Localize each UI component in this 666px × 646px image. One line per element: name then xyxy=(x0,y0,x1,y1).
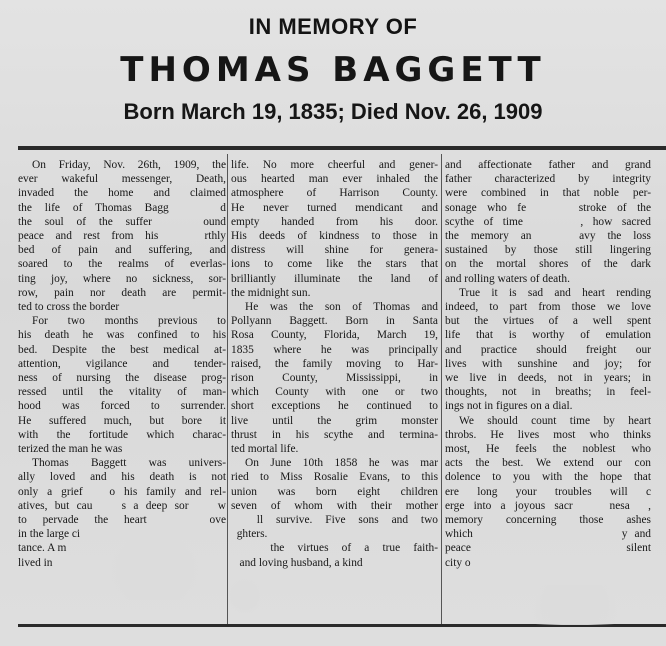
article-line: sonage who fe stroke of the xyxy=(445,201,651,214)
article-line: ness of nursing the disease prog- xyxy=(18,372,226,385)
article-line: the life of Thomas Bagg d xyxy=(18,201,226,214)
article-line: only a grief o his family and rel- xyxy=(18,485,226,498)
article-line: True it is sad and heart rending xyxy=(459,286,651,299)
article-line: row, pain nor death are permit- xyxy=(18,286,226,299)
life-dates: Born March 19, 1835; Died Nov. 26, 1909 xyxy=(123,99,543,124)
article-line: and affectionate father and grand xyxy=(445,159,651,171)
article-line: life that is worthy of emulation xyxy=(445,329,651,342)
article-line: sustained by those still lingering xyxy=(445,244,651,257)
article-line: seven of whom with their mother xyxy=(231,499,438,512)
article-line: empty handed from his door. xyxy=(231,215,438,228)
decedent-name: THOMAS BAGGETT xyxy=(120,50,546,90)
article-line: in the large ci xyxy=(18,528,81,541)
article-line: For two months previous to xyxy=(32,315,226,328)
article-line: atives, but cau s a deep sor w xyxy=(18,499,226,512)
article-line: peace silent xyxy=(445,542,651,555)
top-rule xyxy=(18,146,666,150)
memorial-heading: IN MEMORY OF xyxy=(248,14,418,39)
article-line: the memory an avy the loss xyxy=(445,230,651,243)
article-line: but the virtues of a well spent xyxy=(445,315,651,328)
article-line: ghters. xyxy=(231,528,268,541)
article-line: and loving husband, a kind xyxy=(231,556,363,569)
article-column-3 xyxy=(445,158,651,624)
article-line: bed of pain and suffering, and xyxy=(18,244,226,257)
article-line: Rosa County, Florida, March 19, xyxy=(231,329,438,342)
article-line: throbs. He lives most who thinks xyxy=(445,428,651,441)
article-line: hood was forced to surrender. xyxy=(18,400,226,413)
faded-area xyxy=(95,540,215,600)
article-line: union was born eight children xyxy=(231,485,438,498)
article-line: were combined in that noble per- xyxy=(445,187,651,200)
article-line: to pervade the heart ove xyxy=(18,514,226,527)
article-line: Pollyann Baggett. Born in Santa xyxy=(231,315,438,328)
article-line: ted to cross the border xyxy=(18,301,120,314)
article-line: soared to the realms of everlas- xyxy=(18,258,226,271)
article-line: rison County, Mississippi, in xyxy=(231,372,438,385)
article-line: He was the son of Thomas and xyxy=(245,301,438,314)
article-line: ever wakeful messenger, Death, xyxy=(18,173,226,186)
article-line: we live in deeds, not in years; in xyxy=(445,372,651,385)
article-line: brilliantly illuminate the land of xyxy=(231,272,438,285)
article-line: lived in xyxy=(18,556,53,569)
article-line: ions to come like the stars that xyxy=(231,258,438,271)
article-line: dolence to you with the hope that xyxy=(445,471,651,484)
article-line: which County with one or two xyxy=(231,386,438,399)
article-line: 1835 where he was principally xyxy=(231,343,438,356)
article-line: ting joy, where no sickness, sor- xyxy=(18,272,226,285)
article-line: the virtues of a true faith- xyxy=(231,542,438,555)
article-line: He never turned mendicant and xyxy=(231,201,438,214)
article-line: memory concerning those ashes xyxy=(445,514,651,527)
article-line: ally loved and his death is not xyxy=(18,471,226,484)
article-line: invaded the home and claimed xyxy=(18,187,226,200)
article-line: acts the best. We extend our con xyxy=(445,457,651,470)
article-line: the soul of the suffer ound xyxy=(18,215,226,228)
article-line: distress will shine for genera- xyxy=(231,244,438,257)
article-line: thrust in his scythe and termina- xyxy=(231,428,438,441)
article-line: erge into a joyous sacr nesa , xyxy=(445,499,651,512)
article-line: tance. A m xyxy=(18,542,67,555)
article-line: On June 10th 1858 he was mar xyxy=(245,457,438,470)
article-line: on the mortal shores of the dark xyxy=(445,258,651,271)
article-line: scythe of time , how sacred xyxy=(445,215,651,228)
article-line: his death he was confined to his xyxy=(18,329,226,342)
article-line: His deeds of kindness to those in xyxy=(231,230,438,243)
article-line: the midnight sun. xyxy=(231,286,311,299)
article-line: father characterized by integrity xyxy=(445,173,651,186)
article-line: indeed, to part from those we love xyxy=(445,301,651,314)
article-line: ried to Miss Rosalie Evans, to this xyxy=(231,471,438,484)
article-line: most, He feels the noblest who xyxy=(445,443,651,456)
article-line: bed. Despite the best medical at- xyxy=(18,343,226,356)
article-column-2 xyxy=(231,158,438,624)
article-line: peace and rest from his rthly xyxy=(18,230,226,243)
article-line: ressed until the vitality of man- xyxy=(18,386,226,399)
faded-area xyxy=(520,585,630,625)
article-line: Thomas Baggett was univers- xyxy=(32,457,226,470)
article-line: short exceptions he continued to xyxy=(231,400,438,413)
article-line: lives with sunshine and joy; for xyxy=(445,357,651,370)
article-line: ted mortal life. xyxy=(231,443,299,456)
article-line: terized the man he was xyxy=(18,443,123,456)
article-line: attention, vigilance and tender- xyxy=(18,357,226,370)
article-line: city o xyxy=(445,556,471,569)
article-line: ings not in figures on a dial. xyxy=(445,400,573,413)
article-line: which y and xyxy=(445,528,651,541)
article-line: and rolling waters of death. xyxy=(445,272,570,285)
faded-area xyxy=(230,575,260,615)
article-line: life. No more cheerful and gener- xyxy=(231,159,438,171)
article-line: On Friday, Nov. 26th, 1909, the xyxy=(32,159,226,171)
article-line: ll survive. Five sons and two xyxy=(231,514,438,527)
article-line: with the fortitude which charac- xyxy=(18,428,226,441)
article-line: raised, the family moving to Har- xyxy=(231,357,438,370)
article-line: atmosphere of Harrison County. xyxy=(231,187,438,200)
article-line: We should count time by heart xyxy=(459,414,651,427)
article-line: ere long your troubles will c xyxy=(445,485,651,498)
article-line: and practice should freight our xyxy=(445,343,651,356)
article-line: ous hearted man ever inhaled the xyxy=(231,173,438,186)
article-line: He suffered much, but bore it xyxy=(18,414,226,427)
article-line: thoughts, not in breaths; in feel- xyxy=(445,386,651,399)
article-line: live until the grim monster xyxy=(231,414,438,427)
